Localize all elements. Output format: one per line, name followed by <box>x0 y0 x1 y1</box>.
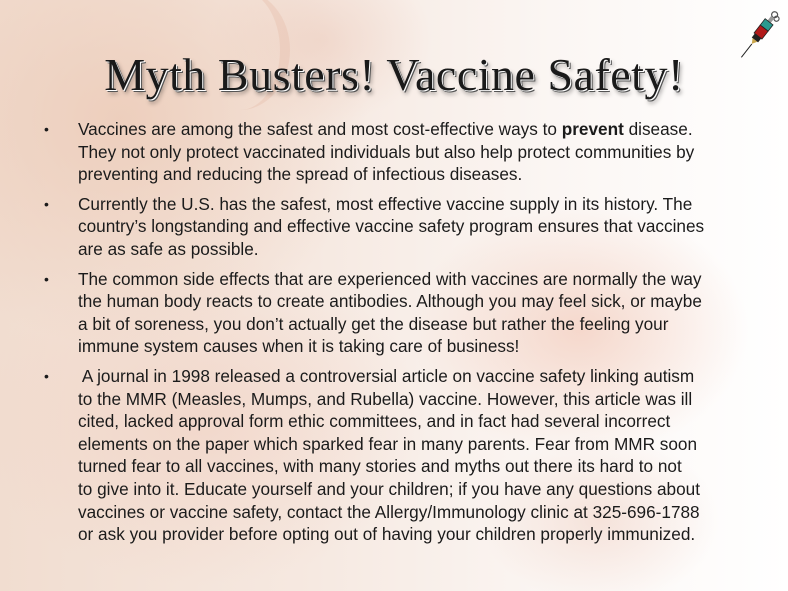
bullet-icon: • <box>44 195 49 212</box>
bullet-us-supply: • Currently the U.S. has the safest, most effective vaccine supply in its history. The country’s longstanding and effective vaccine safety program ensures that vaccines are as safe as possible. <box>44 193 705 259</box>
slide-title: Myth Busters! Vaccine Safety! <box>104 49 684 100</box>
bullet-list <box>44 118 764 553</box>
bullet-mmr-journal: • A journal in 1998 released a controversial article on vaccine safety linking autism to the MMR (Measles, Mumps, and Rubella) vaccine. However, this article was ill cited, lacked approval form ethic committees, and in fact had several incorrect elements on the paper which sparked fear in many parents. Fear from MMR soon turned fear to all vaccines, with many stories and myths out there its hard to not to give into it. Educate yourself and your children; if you have any questions about vaccines or vaccine safety, contact the Allergy/Immunology clinic at 325-696-1788 or ask you provider before opting out of having your children properly immunized. <box>44 365 700 545</box>
bullet-side-effects: • The common side effects that are experienced with vaccines are normally the way the human body reacts to create antibodies. Although you may feel sick, or maybe a bit of soreness, you don’t actually get the disease but rather the feeling your immune system causes when it is taking care of business! <box>44 268 702 357</box>
bold-prevent: prevent <box>561 119 624 139</box>
bullet-icon: • <box>44 367 49 384</box>
bullet-icon: • <box>44 270 49 287</box>
bullet-icon: • <box>44 121 49 137</box>
bullet-vaccines-safe: • Vaccines are among the safest and most cost-effective ways to prevent disease. They not only protect vaccinated individuals but also help protect communities by preventing and reducing the spread of infectious diseases. <box>44 119 695 185</box>
